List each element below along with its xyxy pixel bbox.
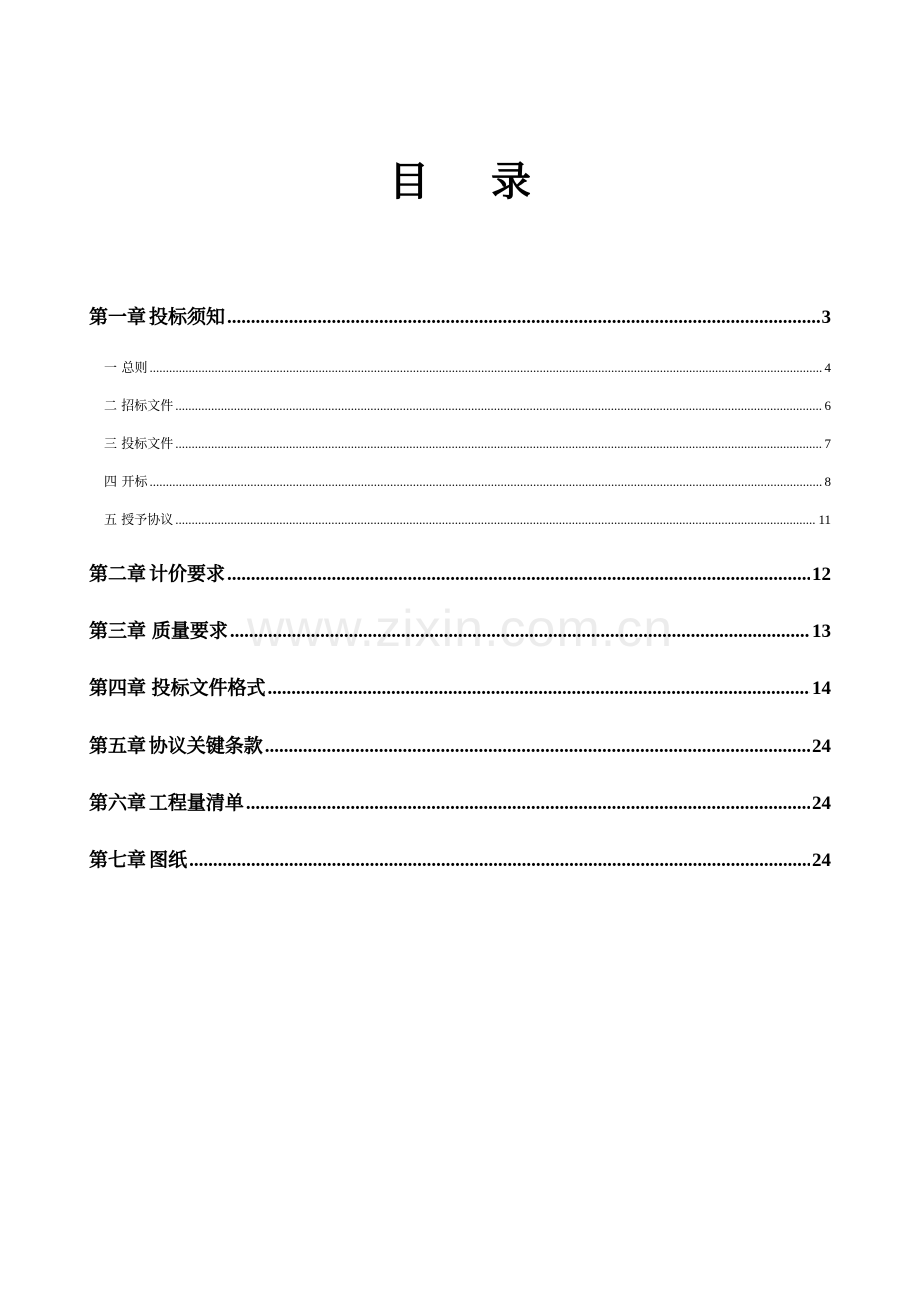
toc-page-number: 13 (812, 621, 831, 642)
toc-chapter-number: 第六章 (89, 792, 147, 814)
toc-chapter-title: 图纸 (149, 849, 188, 871)
toc-chapter-5[interactable] (89, 733, 831, 760)
toc-chapter-number: 第五章 (89, 735, 147, 757)
toc-page-number: 24 (812, 793, 831, 814)
toc-section-3[interactable] (104, 435, 831, 454)
toc-leader-dots (149, 473, 822, 491)
toc-section-2[interactable] (104, 397, 831, 416)
toc-chapter-1[interactable] (89, 304, 831, 331)
watermark: www.zixin.com.cn (246, 600, 674, 658)
toc-page-number: 3 (821, 307, 831, 328)
toc-leader-dots (175, 397, 822, 415)
toc-leader-dots (227, 562, 810, 588)
toc-page-number: 14 (812, 678, 831, 699)
toc-section-number: 四 (104, 475, 118, 490)
toc-leader-dots (227, 305, 820, 331)
toc-section-title: 投标文件 (121, 437, 174, 452)
toc-leader-dots (189, 848, 810, 874)
toc-section-title: 授予协议 (121, 513, 174, 528)
toc-section-number: 五 (104, 513, 118, 528)
toc-leader-dots (175, 435, 822, 453)
toc-page-number: 11 (818, 512, 831, 527)
toc-chapter-title: 质量要求 (151, 620, 228, 642)
toc-chapter-number: 第一章 (89, 306, 147, 328)
toc-chapter-title: 协议关键条款 (148, 735, 263, 757)
page-title: 目 录 (389, 159, 555, 205)
toc-chapter-number: 第四章 (89, 677, 147, 699)
toc-chapter-number: 第三章 (89, 620, 147, 642)
toc-section-number: 二 (104, 399, 118, 414)
toc-section-5[interactable] (104, 511, 831, 530)
toc-page-number: 12 (812, 564, 831, 585)
toc-chapter-3[interactable] (89, 618, 831, 645)
toc-chapter-title: 投标文件格式 (151, 677, 266, 699)
toc-page-number: 4 (824, 360, 831, 375)
toc-chapter-2[interactable] (89, 561, 831, 588)
toc-leader-dots (265, 734, 810, 760)
toc-chapter-title: 计价要求 (148, 563, 225, 585)
toc-section-1[interactable] (104, 359, 831, 378)
toc-leader-dots (246, 791, 810, 817)
toc-chapter-6[interactable] (89, 790, 831, 817)
toc-page-number: 6 (824, 398, 831, 413)
toc-page-number: 8 (824, 474, 831, 489)
toc-chapter-7[interactable] (89, 847, 831, 874)
toc-section-title: 开标 (121, 475, 148, 490)
toc-page-number: 24 (812, 850, 831, 871)
toc-chapter-number: 第七章 (89, 849, 147, 871)
toc-section-number: 三 (104, 437, 118, 452)
toc-chapter-4[interactable] (89, 675, 831, 702)
toc-chapter-number: 第二章 (89, 563, 147, 585)
toc-chapter-title: 工程量清单 (148, 792, 244, 814)
toc-page-number: 24 (812, 736, 831, 757)
toc-leader-dots (175, 511, 816, 529)
toc-section-number: 一 (104, 361, 118, 376)
toc-section-4[interactable] (104, 473, 831, 492)
toc-page-number: 7 (824, 436, 831, 451)
toc-leader-dots (149, 359, 822, 377)
toc-section-title: 总则 (121, 361, 148, 376)
toc-leader-dots (267, 676, 810, 702)
toc-leader-dots (230, 619, 810, 645)
toc-chapter-title: 投标须知 (148, 306, 225, 328)
toc-section-title: 招标文件 (121, 399, 174, 414)
